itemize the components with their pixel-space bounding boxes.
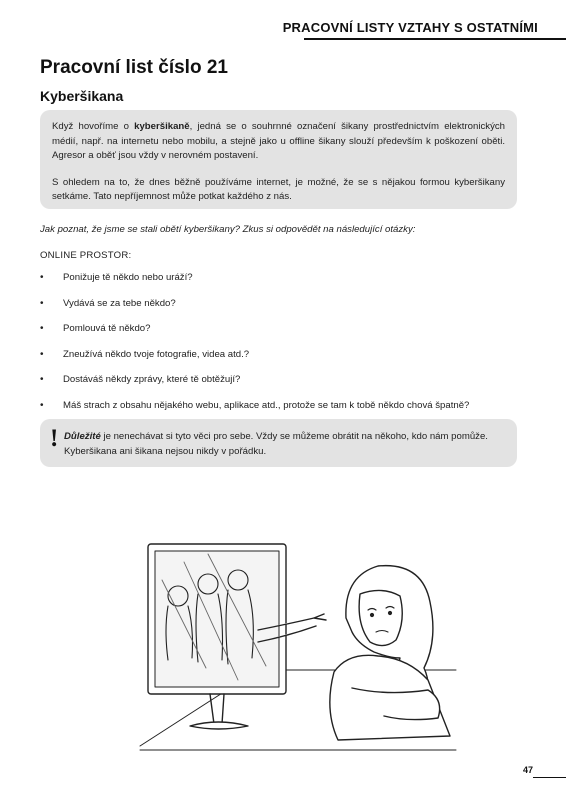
- intro-box: [40, 110, 517, 209]
- header-rule: [304, 38, 566, 40]
- intro-paragraph-1: Když hovoříme o kyberšikaně, jedná se o souhrnné označení šikany prostřednictvím elektronických médií, např. na internetu nebo mobilu, a stejně jako u offline šikany slouží především k poškození oběti. Agresor a oběť jsou vždy v nerovném postavení.: [52, 121, 505, 162]
- bullet-icon: •: [40, 297, 44, 309]
- question-prompt: Jak poznat, že jsme se stali obětí kyberšikany? Zkus si odpovědět na následující otázky:: [40, 224, 416, 235]
- page-number: 47: [522, 765, 533, 775]
- bullet-icon: •: [40, 323, 44, 335]
- important-note-box: [40, 419, 517, 467]
- girl-figure: [330, 566, 450, 740]
- section-title: Kyberšikana: [40, 88, 124, 104]
- bullet-icon: •: [40, 348, 44, 360]
- important-keyword: Důležité: [64, 431, 101, 442]
- monitor-base: [190, 722, 248, 729]
- intro-paragraph-2: S ohledem na to, že dnes běžně používáme internet, je možné, že se s nějakou formou kyberšikany setkáme. Tato nepříjemnost může potkat každého z nás.: [52, 176, 505, 203]
- footer-rule: [533, 777, 566, 778]
- bullet-icon: •: [40, 399, 44, 411]
- page-title: Pracovní list číslo 21: [40, 57, 228, 78]
- bullet-icon: •: [40, 272, 44, 283]
- keyword-cyberbullying: kyberšikaně: [134, 121, 190, 132]
- exclamation-icon: !: [50, 425, 59, 452]
- online-space-label: ONLINE PROSTOR:: [40, 250, 132, 261]
- bullet-icon: •: [40, 374, 44, 386]
- cyberbullying-illustration: [138, 540, 458, 772]
- important-note-text: Důležité je nenechávat si tyto věci pro sebe. Vždy se můžeme obrátit na někoho, kdo nám pomůže. Kyberšikana ani šikana nejsou nikdy v pořádku.: [64, 431, 488, 457]
- running-header: PRACOVNÍ LISTY VZTAHY S OSTATNÍMI: [282, 20, 538, 35]
- monitor-stand: [210, 694, 224, 724]
